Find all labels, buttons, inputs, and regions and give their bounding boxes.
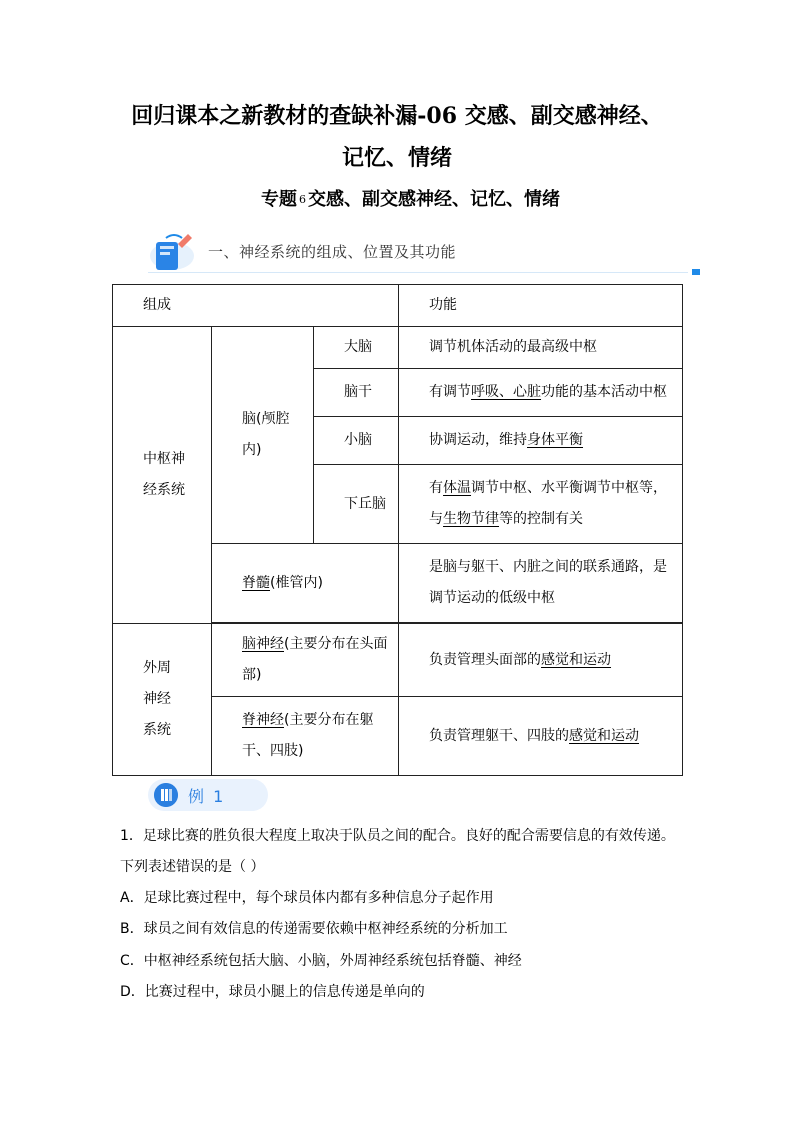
option-a: A．足球比赛过程中，每个球员体内都有多种信息分子起作用 [120,890,494,906]
document-title-line1: 回归课本之新教材的查缺补漏-06 交感、副交感神经、 [131,103,663,129]
cerebellum-func-text: 协调运动，维持 [429,432,528,448]
spinal-cord-name-underline: 脊髓 [242,574,270,591]
nervous-system-table [112,284,683,776]
brainstem-function [399,369,683,417]
hypothalamus-func-underline2: 生物节律 [443,511,500,527]
brainstem-name: 脑干 [314,369,399,417]
option-b: B．球员之间有效信息的传递需要依赖中枢神经系统的分析加工 [120,921,508,937]
spinal-cord-name-rest: (椎管内) [270,574,323,591]
spinal-nerve-function [399,697,683,776]
brainstem-func-text2: 功能的基本活动中枢 [541,384,668,400]
cerebellum-function [399,417,683,465]
hypothalamus-func-text: 有 [429,480,444,496]
option-c: C．中枢神经系统包括大脑、小脑，外周神经系统包括脊髓、神经 [120,953,522,969]
option-d: D．比赛过程中，球员小腿上的信息传递是单向的 [120,984,425,1000]
brainstem-func-underline: 呼吸、心脏 [471,384,542,400]
book-pencil-icon [148,230,196,274]
hypothalamus-name: 下丘脑 [314,465,399,544]
cranial-func-underline: 感觉和运动 [541,651,612,668]
subtitle-prefix: 专题 [261,189,297,210]
cerebellum-name: 小脑 [314,417,399,465]
table-row [113,624,683,697]
section-accent-square [692,269,700,275]
cerebellum-func-underline: 身体平衡 [527,432,584,448]
question-stem-line2: 下列表述错误的是（ ） [120,859,265,875]
spinal-func-underline: 感觉和运动 [569,727,640,744]
cranial-nerve-name-underline: 脑神经 [242,636,284,652]
pns-label: 外周神经系统 [113,624,212,776]
example-tag [148,779,268,811]
spinal-cord-function: 是脑与躯干、内脏之间的联系通路，是调节运动的低级中枢 [399,544,683,623]
hypothalamus-function [399,465,683,544]
header-function: 功能 [399,285,683,327]
question-stem-line1: 1．足球比赛的胜负很大程度上取决于队员之间的配合。良好的配合需要信息的有效传递。 [120,828,675,844]
section-heading: 一、神经系统的组成、位置及其功能 [208,243,457,261]
subtitle-text: 交感、副交感神经、记忆、情绪 [308,189,560,210]
hypothalamus-func-text2: 调节中枢、水平衡调节中枢等，与 [429,480,668,527]
subtitle-number: 6 [299,193,306,206]
cranial-nerve-name-rest: (主要分布在头面部) [242,636,388,683]
topic-subtitle [0,187,794,215]
cerebrum-name: 大脑 [314,327,399,369]
spinal-cord-name [212,544,399,623]
table-header-row [113,285,683,327]
hypothalamus-func-underline1: 体温 [443,480,472,496]
cerebrum-function: 调节机体活动的最高级中枢 [399,327,683,369]
bookmark-icon [154,783,178,807]
example-label: 例 1 [188,787,226,806]
brainstem-func-text: 有调节 [429,384,472,400]
section-heading-bar [148,228,704,278]
table-row [113,327,683,369]
cranial-nerve-function [399,624,683,697]
document-title-line2: 记忆、情绪 [341,145,452,171]
spinal-nerve-name [212,697,399,776]
cranial-func-text: 负责管理头面部的 [429,651,542,668]
brain-label: 脑(颅腔内) [212,327,314,544]
spinal-func-text: 负责管理躯干、四肢的 [429,727,570,744]
cns-label: 中枢神经系统 [113,327,212,624]
spinal-nerve-name-underline: 脊神经 [242,712,284,728]
cranial-nerve-name [212,624,399,697]
spinal-nerve-name-rest: (主要分布在躯干、四肢) [242,712,374,759]
section-divider [148,272,688,273]
hypothalamus-func-text3: 等的控制有关 [499,511,584,527]
header-composition: 组成 [113,285,399,327]
